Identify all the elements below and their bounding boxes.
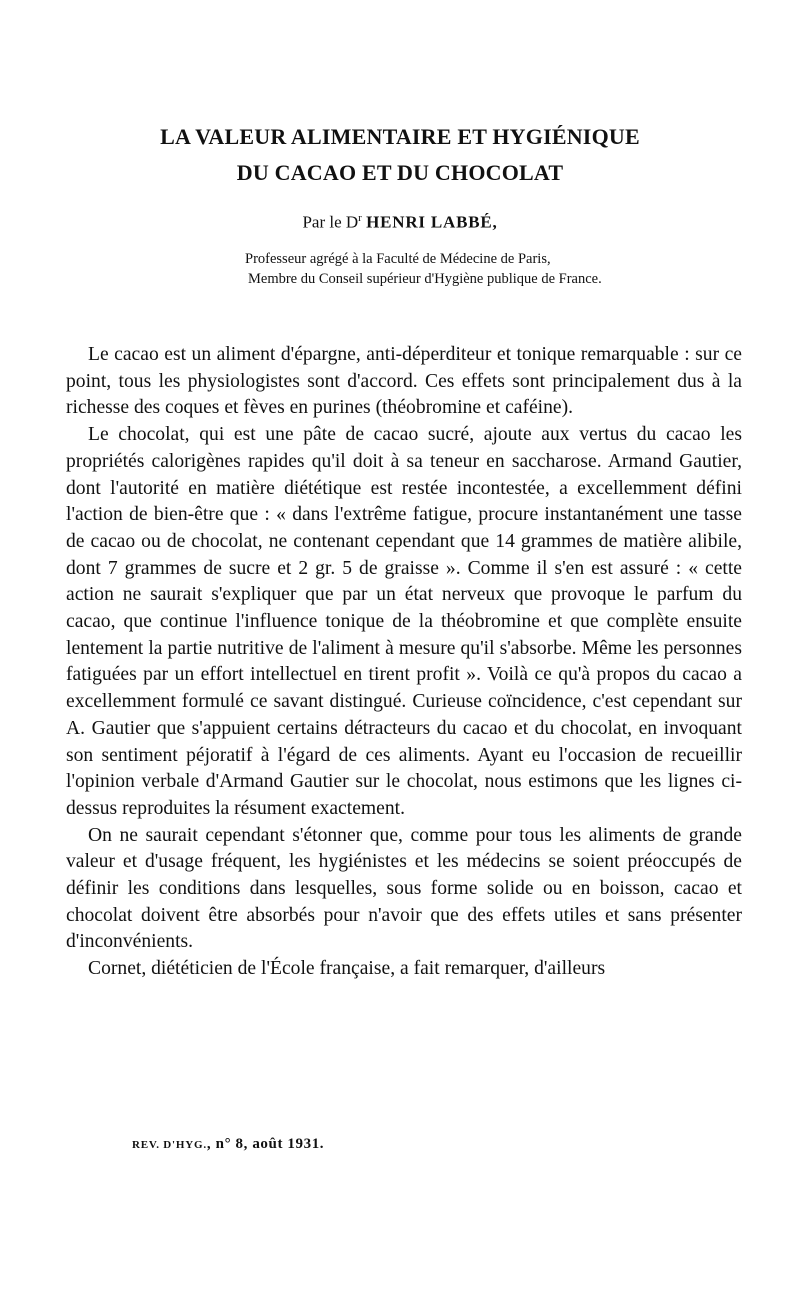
body-paragraph: Le chocolat, qui est une pâte de cacao sucré, ajoute aux vertus du cacao les propriétés calorigènes rapides qu'il doit à sa teneur en saccharose. Armand Gautier, dont l'autorité en matière diététique est restée incontestée, a excellemment défini l'action de bien-être que : « dans l'extrême fatigue, procure instantanément une tasse de cacao ou de chocolat, ne contenant cependant que 14 grammes de matière alibile, dont 7 grammes de sucre et 2 gr. 5 de graisse ». Comme il s'en est assuré : « cette action ne saurait s'expliquer que par un état nerveux que provoque le parfum du cacao, que continue l'influence tonique de la théobromine et que complète ensuite lentement la partie nutritive de l'aliment à mesure qu'il s'absorbe. Même les personnes fatiguées par un effort intellectuel en tirent profit ». Voilà ce qu'à propos du cacao a excellemment formulé ce savant distingué. Curieuse coïncidence, c'est cependant sur A. Gautier que s'appuient certains détracteurs du cacao et du chocolat, en invoquant son sentiment péjoratif à l'égard de ces aliments. Ayant eu l'occasion de recueillir l'opinion verbale d'Armand Gautier sur le chocolat, nous estimons que les lignes ci-dessus reproduites la résument exactement. (66, 424, 742, 819)
author-byline (0, 212, 800, 233)
journal-abbreviation: REV. D'HYG. (132, 1139, 207, 1151)
article-body (66, 342, 742, 983)
article-title-line-1: LA VALEUR ALIMENTAIRE ET HYGIÉNIQUE (160, 124, 640, 149)
journal-footer (132, 1136, 324, 1153)
byline-title-superscript: r (358, 212, 362, 224)
author-name: HENRI LABBÉ, (366, 212, 498, 232)
affiliation-line-1: Professeur agrégé à la Faculté de Médecine de Paris, (245, 251, 551, 267)
byline-prefix: Par le D (302, 212, 359, 232)
body-paragraph: On ne saurait cependant s'étonner que, comme pour tous les aliments de grande valeur et d'usage fréquent, les hygiénistes et les médecins se soient préoccupés de définir les conditions dans lesquelles, sous forme solide ou en boisson, cacao et chocolat doivent être absorbés pour n'avoir que des effets utiles et sans présenter d'inconvénients. (66, 824, 742, 953)
journal-issue: , n° 8, août 1931. (206, 1136, 325, 1152)
body-paragraph: Cornet, diététicien de l'École française, a fait remarquer, d'ailleurs (88, 958, 606, 980)
body-paragraph: Le cacao est un aliment d'épargne, anti-déperditeur et tonique remarquable : sur ce point, tous les physiologistes sont d'accord. Ces effets sont principalement dus à la richesse des coques et fèves en purines (théobromine et caféine). (66, 344, 742, 419)
article-title-line-2: DU CACAO ET DU CHOCOLAT (236, 160, 564, 185)
affiliation-line-2: Membre du Conseil supérieur d'Hygiène publique de France. (248, 271, 602, 287)
